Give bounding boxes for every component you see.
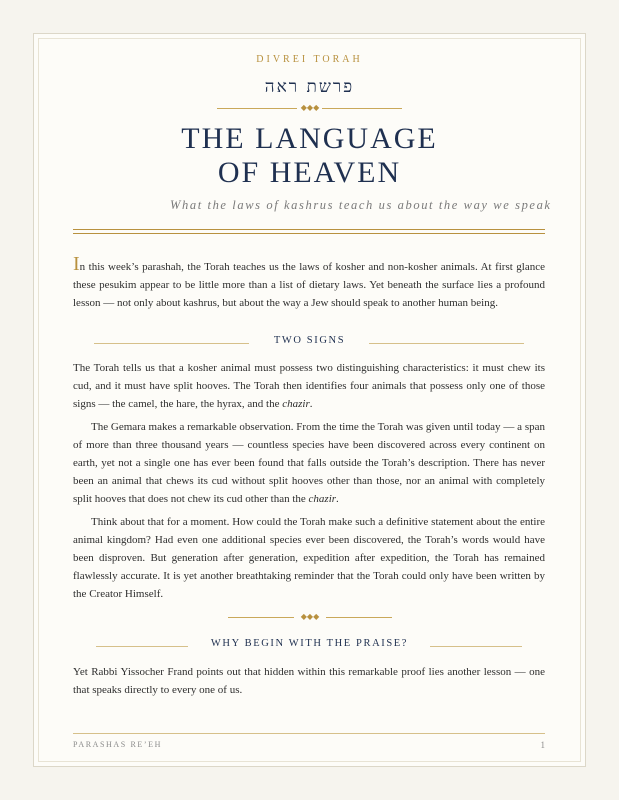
kicker: DIVREI TORAH [256,54,363,65]
intro-paragraph [73,253,545,312]
diamond-ornament-icon: ◆◆◆ [300,612,320,621]
double-rule-top [73,229,545,230]
ornament-line-right [326,617,392,618]
section-heading-label: TWO SIGNS [273,335,346,346]
ornament-line-left [228,617,294,618]
section-divider-ornament [0,611,619,623]
paragraph: Yet Rabbi Yissocher Frand points out that hidden within this remarkable proof lies another lesson — one that speaks directly to every one of us. [73,666,545,696]
page-number: 1 [540,740,545,750]
footer-parasha: PARASHAS RE’EH [73,740,163,749]
page-title [0,122,619,190]
title-ornament [0,102,619,114]
title-line-2: OF HEAVEN [217,156,402,189]
heading-line-right [430,646,522,647]
drop-cap: I [73,253,80,275]
subtitle: What the laws of kashrus teach us about the way we speak [170,198,552,212]
ornament-line-left [217,108,297,109]
section-heading-two-signs [0,335,619,351]
ornament-line-right [322,108,402,109]
hebrew-title: פרשת ראה [264,77,355,97]
section-heading-why-begin [0,638,619,654]
section2-body [73,663,545,699]
section-heading-label: WHY BEGIN WITH THE PRAISE? [210,638,409,649]
section1-body [73,359,545,603]
paragraph: The Gemara makes a remarkable observation. From the time the Torah was given until today — a span of more than three thousand years — countless species have been discovered across every continent on earth, yet not a single one has ever been found that falls outside the Torah’s description. There has never been an animal that chews its cud without split hooves other than those, nor an animal with completely split hooves that does not chew its cud other than the chazir. [73,421,545,505]
heading-line-right [369,343,524,344]
title-line-1: THE LANGUAGE [181,122,438,155]
paragraph: The Torah tells us that a kosher animal must possess two distinguishing characteristics: it must chew its cud, and it must have split hooves. The Torah then identifies four animals that possess only one of those signs — the camel, the hare, the hyrax, and the chazir. [73,362,545,410]
footer-rule [73,733,545,734]
diamond-ornament-icon: ◆◆◆ [300,103,320,112]
paragraph: Think about that for a moment. How could the Torah make such a definitive statement about the entire animal kingdom? Had even one additional species ever been discovered, the Torah’s words would have been disproven. But generation after generation, expedition after expedition, the Torah has remained flawlessly accurate. It is yet another breathtaking reminder that the Torah could only have been written by the Creator Himself. [73,516,545,600]
double-rule-bottom [73,233,545,234]
intro-text: n this week’s parashah, the Torah teaches us the laws of kosher and non-kosher animals. At first glance these pesukim appear to be little more than a list of dietary laws. Yet beneath the surface lies a profound lesson — not only about kashrus, but about the way a Jew should speak to another human being. [73,261,545,309]
